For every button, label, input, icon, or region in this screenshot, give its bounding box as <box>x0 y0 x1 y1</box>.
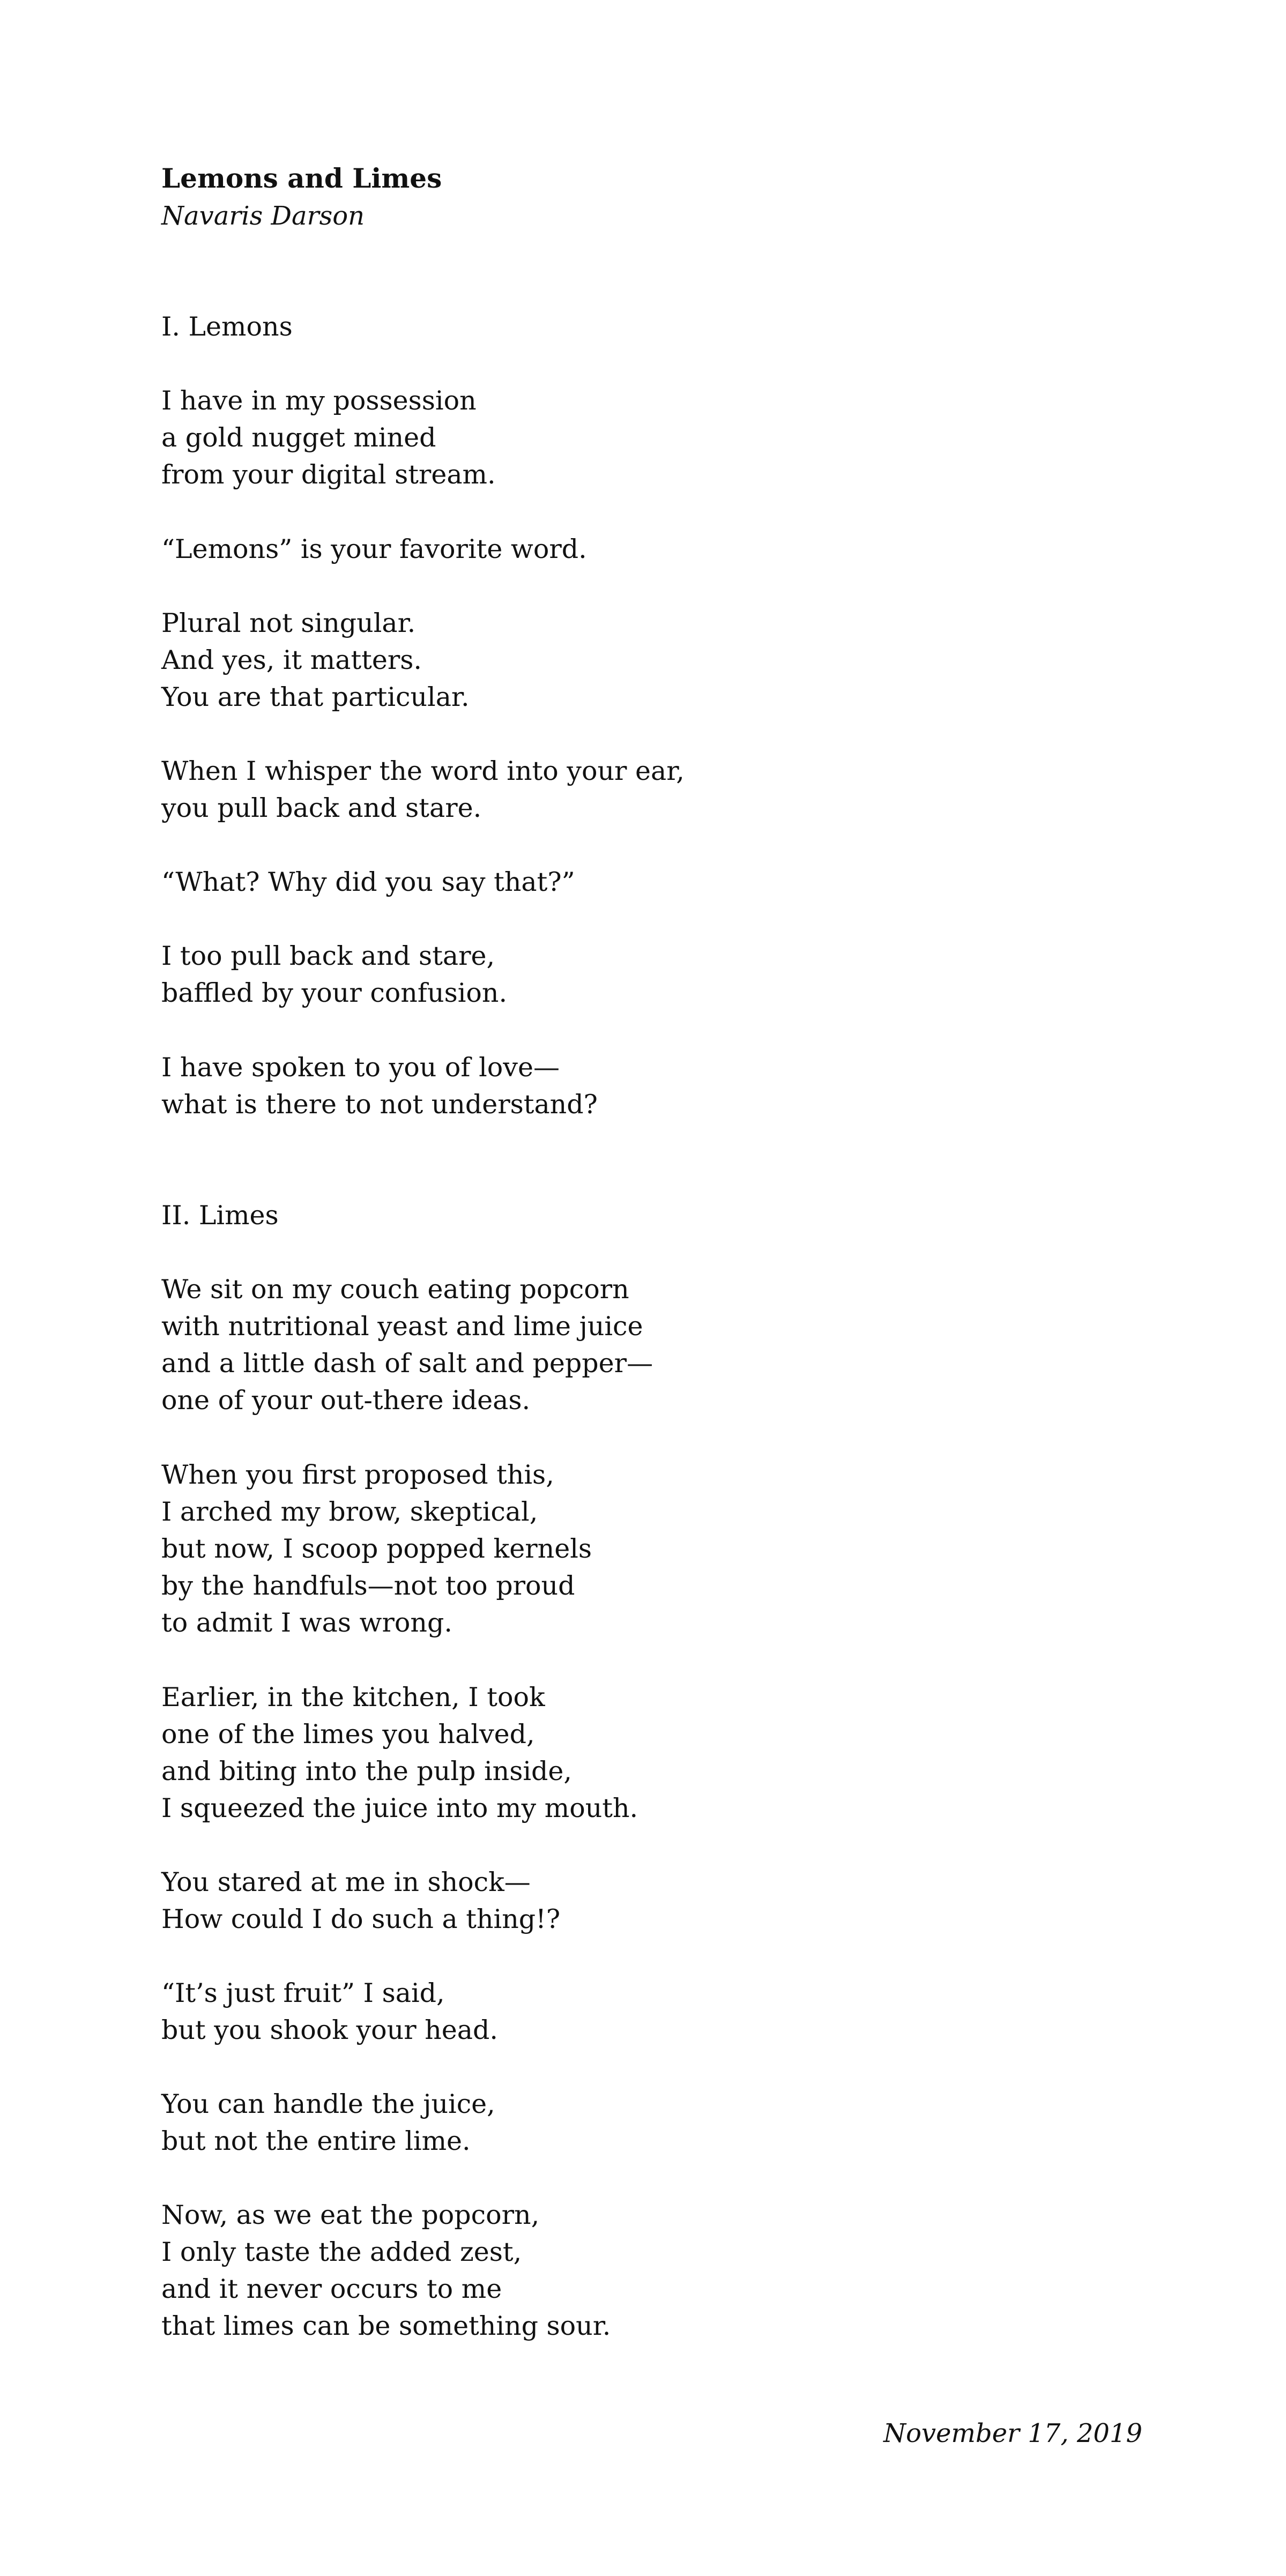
poem-line: Now, as we eat the popcorn, <box>161 2200 540 2230</box>
poem-title: Lemons and Limes <box>161 162 442 194</box>
poem-line: I have spoken to you of love— <box>161 1052 560 1083</box>
poem-line: Earlier, in the kitchen, I took <box>161 1682 545 1713</box>
stanza <box>161 1679 638 1827</box>
poem-line: I too pull back and stare, <box>161 941 495 971</box>
poem-line: what is there to not understand? <box>161 1089 598 1120</box>
poem-line: and biting into the pulp inside, <box>161 1756 572 1786</box>
poem-line: I squeezed the juice into my mouth. <box>161 1793 638 1823</box>
poem-page <box>161 0 1142 2576</box>
poem-line: you pull back and stare. <box>161 793 482 823</box>
stanza <box>161 1456 592 1641</box>
poem-line: and it never occurs to me <box>161 2274 502 2304</box>
poem-line: When you first proposed this, <box>161 1460 554 1490</box>
poem-line: I have in my possession <box>161 385 477 416</box>
poem-line: with nutritional yeast and lime juice <box>161 1311 643 1342</box>
poem-line: and a little dash of salt and pepper— <box>161 1348 653 1379</box>
poem-line: to admit I was wrong. <box>161 1607 452 1638</box>
poem-line: “It’s just fruit” I said, <box>161 1978 445 2008</box>
stanza <box>161 1271 653 1419</box>
poem-line: You are that particular. <box>161 682 470 712</box>
stanza <box>161 753 685 827</box>
poem-author: Navaris Darson <box>161 201 365 231</box>
stanza <box>161 531 587 568</box>
poem-line: You stared at me in shock— <box>161 1867 531 1897</box>
poem-line: one of the limes you halved, <box>161 1719 535 1749</box>
poem-line: Plural not singular. <box>161 608 416 638</box>
poem-line: We sit on my couch eating popcorn <box>161 1274 629 1305</box>
poem-line: but now, I scoop popped kernels <box>161 1533 592 1564</box>
poem-line: from your digital stream. <box>161 459 496 490</box>
stanza <box>161 1975 498 2049</box>
poem-line: but you shook your head. <box>161 2015 498 2045</box>
poem-line: “Lemons” is your favorite word. <box>161 534 587 564</box>
poem-line: When I whisper the word into your ear, <box>161 756 685 786</box>
stanza <box>161 937 507 1011</box>
poem-line: by the handfuls—not too proud <box>161 1570 575 1601</box>
stanza <box>161 863 575 900</box>
section-heading-lemons: I. Lemons <box>161 311 293 342</box>
section-heading-limes: II. Limes <box>161 1200 279 1231</box>
poem-line: a gold nugget mined <box>161 422 436 453</box>
poem-line: I only taste the added zest, <box>161 2237 522 2267</box>
stanza <box>161 605 470 716</box>
stanza <box>161 2197 611 2344</box>
poem-line: but not the entire lime. <box>161 2126 471 2156</box>
poem-line: I arched my brow, skeptical, <box>161 1497 538 1527</box>
poem-line: one of your out-there ideas. <box>161 1385 531 1416</box>
poem-line: You can handle the juice, <box>161 2089 495 2119</box>
poem-date: November 17, 2019 <box>883 2418 1142 2448</box>
poem-line: “What? Why did you say that?” <box>161 867 575 897</box>
poem-line: baffled by your confusion. <box>161 978 508 1008</box>
stanza <box>161 2086 495 2160</box>
stanza <box>161 1864 560 1938</box>
poem-line: And yes, it matters. <box>161 645 422 675</box>
stanza <box>161 1049 598 1123</box>
poem-line: How could I do such a thing!? <box>161 1904 561 1934</box>
poem-line: that limes can be something sour. <box>161 2311 611 2341</box>
stanza <box>161 382 496 493</box>
